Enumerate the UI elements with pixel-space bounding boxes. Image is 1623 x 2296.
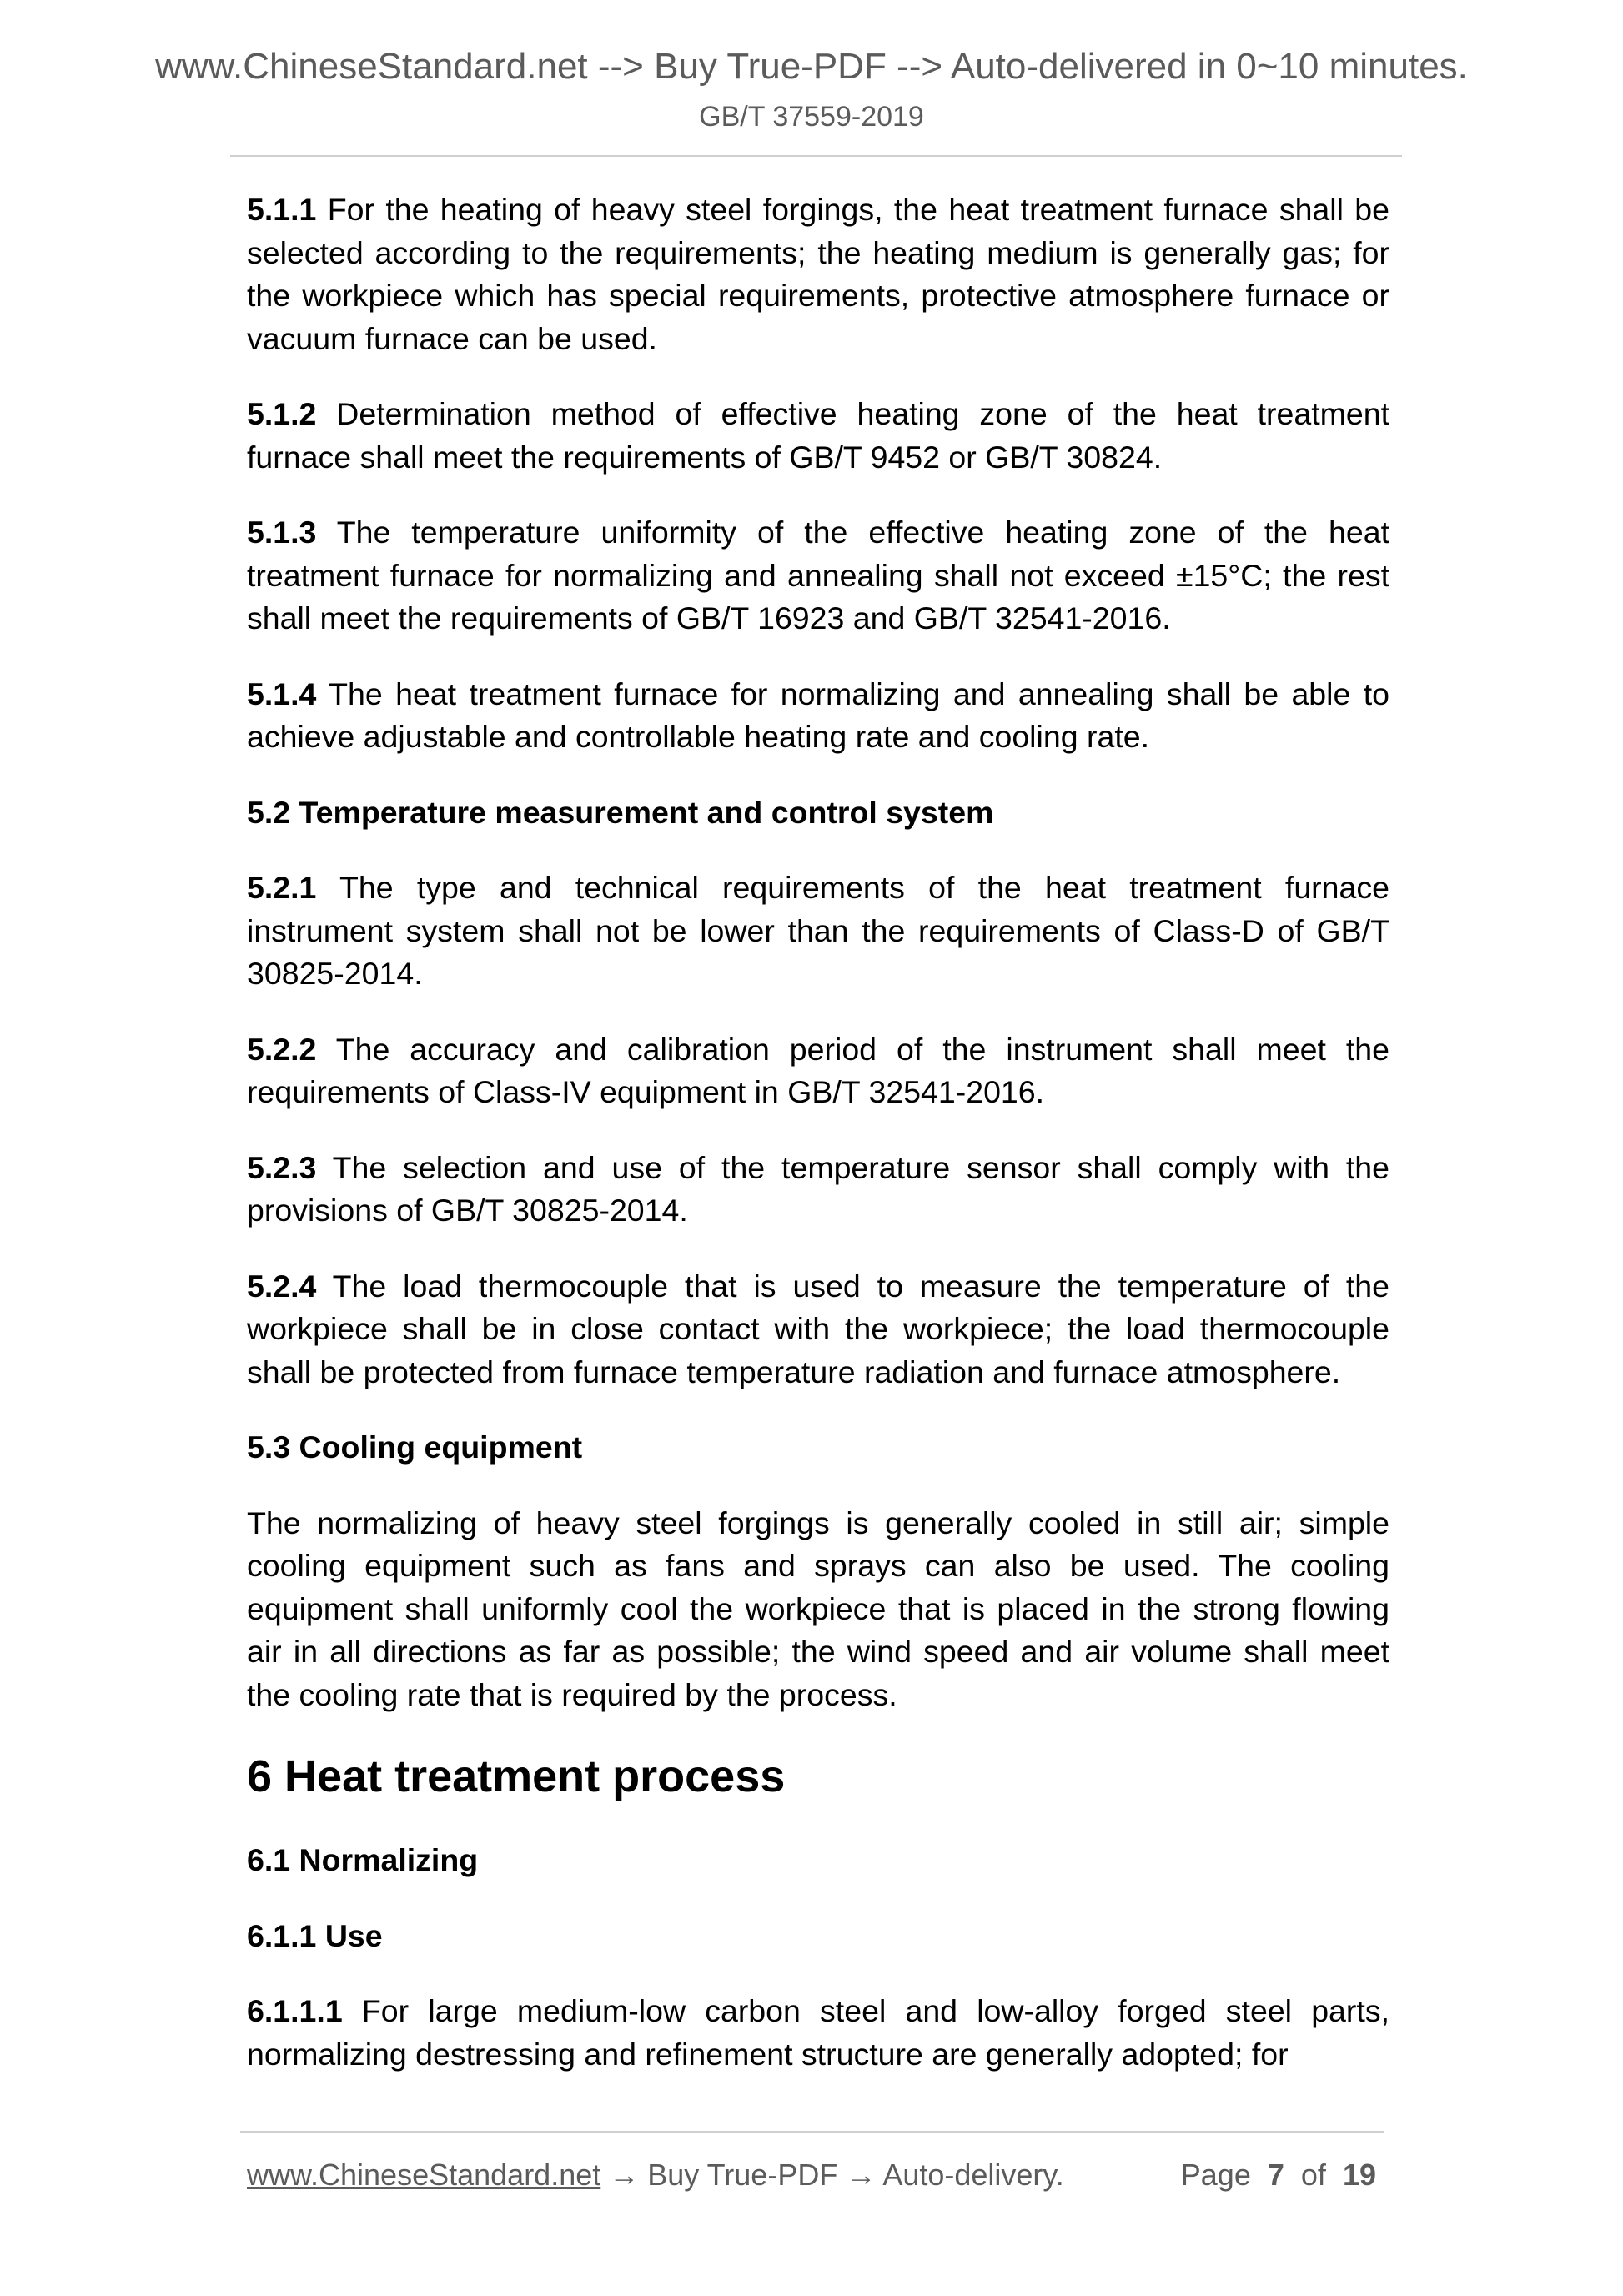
clause-5-2-2 — [247, 1028, 1389, 1114]
clause-number: 5.2.3 — [247, 1149, 317, 1185]
of-word: of — [1300, 2158, 1326, 2192]
clause-5-2-3 — [247, 1147, 1389, 1233]
clause-5-2-1 — [247, 867, 1389, 996]
clause-5-1-1 — [247, 188, 1389, 360]
clause-text: The temperature uniformity of the effective heating zone of the heat treatment furnace for normalizing and annealing shall not exceed ±15°C; the rest shall meet the requirements of GB/T 16923 and GB/T 32541-2016. — [247, 515, 1389, 636]
heading-6-1-1: 6.1.1 Use — [247, 1917, 383, 1953]
clause-6-1-1-1 — [247, 1990, 1389, 2076]
page-number: 7 — [1267, 2158, 1284, 2192]
clause-text: The type and technical requirements of the heat treatment furnace instrument system shall not be lower than the requirements of Class-D of GB/T 30825-2014. — [247, 870, 1389, 991]
clause-text: The selection and use of the temperature sensor shall comply with the provisions of GB/T 30825-2014. — [247, 1149, 1389, 1228]
clause-number: 5.1.4 — [247, 676, 317, 711]
section-title-6: 6 Heat treatment process — [247, 1751, 786, 1801]
heading-5-2: 5.2 Temperature measurement and control system — [247, 794, 994, 830]
clause-text: The load thermocouple that is used to measure the temperature of the workpiece shall be in close contact with the workpiece; the load thermocouple shall be protected from furnace temperature radiation and furnace atmosphere. — [247, 1268, 1389, 1389]
header-divider — [230, 155, 1402, 157]
clause-number: 6.1.1.1 — [247, 1993, 343, 2028]
cooling-paragraph: The normalizing of heavy steel forgings is generally cooled in still air; simple cooling equipment such as fans and sprays can also be used. The cooling equipment shall uniformly cool the workpiece that is placed in the strong flowing air in all directions as far as possible; the wind speed and air volume shall meet the cooling rate that is required by the process. — [247, 1505, 1389, 1712]
page-word: Page — [1180, 2158, 1251, 2192]
page-total: 19 — [1342, 2158, 1376, 2192]
footer-promo — [247, 2154, 1064, 2196]
clause-text: Determination method of effective heating zone of the heat treatment furnace shall meet the requirements of GB/T 9452 or GB/T 30824. — [247, 396, 1389, 475]
clause-5-1-4 — [247, 673, 1389, 759]
heading-6-1: 6.1 Normalizing — [247, 1842, 479, 1877]
page-indicator — [1181, 2154, 1376, 2196]
clause-number: 5.2.2 — [247, 1031, 317, 1067]
clause-number: 5.2.4 — [247, 1268, 317, 1304]
clause-5-1-2 — [247, 393, 1389, 479]
standard-code: GB/T 37559-2019 — [699, 101, 924, 133]
clause-number: 5.1.1 — [247, 192, 317, 227]
heading-5-3: 5.3 Cooling equipment — [247, 1429, 583, 1465]
clause-text: The accuracy and calibration period of the instrument shall meet the requirements of Class-IV equipment in GB/T 32541-2016. — [247, 1031, 1389, 1109]
clause-number: 5.2.1 — [247, 870, 317, 905]
clause-number: 5.1.3 — [247, 515, 317, 550]
footer-divider — [240, 2131, 1384, 2133]
clause-5-2-4 — [247, 1265, 1389, 1394]
document-body — [247, 188, 1389, 2076]
clause-text: For the heating of heavy steel forgings, the heat treatment furnace shall be selected according to the requirements; the heating medium is generally gas; for the workpiece which has special requirements, protective atmosphere furnace or vacuum furnace can be used. — [247, 192, 1389, 356]
clause-text: For large medium-low carbon steel and low-alloy forged steel parts, normalizing destressing and refinement structure are generally adopted; for — [247, 1993, 1389, 2072]
top-banner: www.ChineseStandard.net --> Buy True-PDF --> Auto-delivered in 0~10 minutes. — [155, 46, 1468, 87]
clause-5-1-3 — [247, 511, 1389, 641]
footer-promo-text: → Buy True-PDF → Auto-delivery. — [600, 2158, 1064, 2192]
footer-site-link[interactable]: www.ChineseStandard.net — [247, 2158, 601, 2192]
clause-text: The heat treatment furnace for normalizing and annealing shall be able to achieve adjustable and controllable heating rate and cooling rate. — [247, 676, 1389, 754]
page-footer — [247, 2154, 1384, 2196]
clause-number: 5.1.2 — [247, 396, 317, 431]
